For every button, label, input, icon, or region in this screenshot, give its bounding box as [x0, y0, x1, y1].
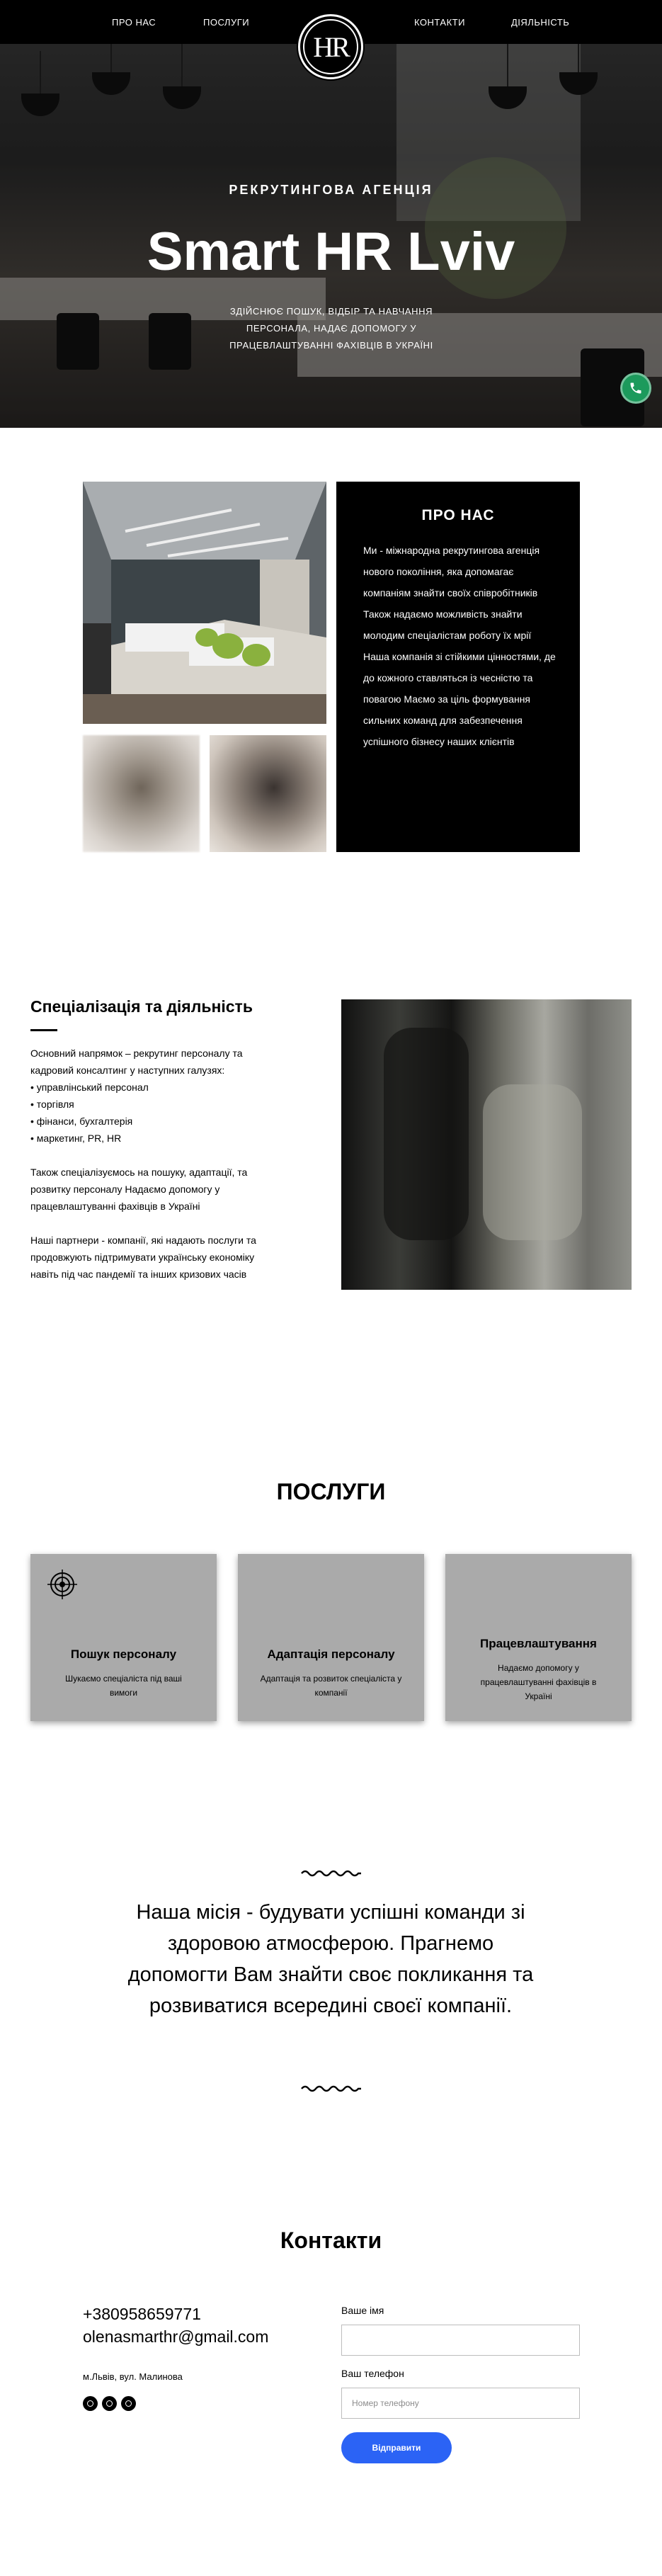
office-illustration [83, 482, 326, 724]
card-title: Працевлаштування [480, 1637, 597, 1650]
title-underline [30, 1029, 57, 1031]
hero-description: ЗДІЙСНЮЄ ПОШУК, ВІДБІР ТА НАВЧАННЯ ПЕРСОНАЛА, НАДАЄ ДОПОМОГУ У ПРАЦЕВЛАШТУВАННІ ФАХІВЦІВ В УКРАЇНІ [229, 306, 433, 351]
contacts-title: Контакти [280, 2228, 382, 2253]
office-photo [83, 482, 326, 724]
hero-section [0, 44, 662, 428]
blur-shape [384, 1028, 469, 1240]
specialization-intro: Основний напрямок – рекрутинг персоналу та кадровий консалтинг у наступних галузях: [30, 1048, 243, 1076]
blurred-photo-1 [83, 735, 200, 852]
phone-icon [629, 381, 643, 395]
specialization-list [30, 1079, 271, 1147]
service-card-adaptation[interactable] [238, 1554, 424, 1721]
target-icon [46, 1568, 79, 1601]
card-title: Пошук персоналу [70, 1647, 177, 1661]
contact-email[interactable]: olenasmarthr@gmail.com [83, 2327, 269, 2346]
card-text: Шукаємо спеціаліста під ваші вимоги [65, 1674, 182, 1698]
specialization-text [30, 1045, 271, 1283]
list-item: • торгівля [30, 1096, 271, 1113]
nav-services[interactable]: ПОСЛУГИ [203, 17, 250, 28]
viber-icon[interactable] [121, 2396, 136, 2411]
list-item: • маркетинг, PR, HR [30, 1130, 271, 1147]
about-section [336, 482, 580, 852]
instagram-icon[interactable] [83, 2396, 98, 2411]
services-title: ПОСЛУГИ [276, 1479, 386, 1504]
wave-divider-icon [301, 2084, 362, 2094]
blur-shape [483, 1084, 582, 1240]
nav-about[interactable]: ПРО НАС [112, 17, 156, 28]
telegram-icon[interactable] [102, 2396, 117, 2411]
service-card-employment[interactable] [445, 1554, 632, 1721]
card-title: Адаптація персоналу [267, 1647, 395, 1661]
nav-activity[interactable]: ДІЯЛЬНІСТЬ [511, 17, 570, 28]
mission-statement: Наша місія - будувати успішні команди зі здоровою атмосферою. Прагнемо допомогти Вам знайти своє покликання та розвиватися всередині своєї компанії. [127, 1901, 534, 2017]
specialization-paragraph: Наші партнери - компанії, які надають послуги та продовжують підтримувати українську економіку навіть під час пандемії та інших кризових часів [30, 1235, 256, 1280]
social-links [83, 2396, 136, 2411]
phone-field[interactable] [341, 2388, 580, 2419]
blurred-photo-2 [210, 735, 326, 852]
call-button[interactable] [620, 373, 651, 404]
contact-address: м.Львів, вул. Малинова [83, 2371, 183, 2382]
contact-phone[interactable]: +380958659771 [83, 2305, 201, 2323]
about-text: Ми - міжнародна рекрутингова агенція нового покоління, яка допомагає компаніям знайти своїх співробітників Також надаємо можливість знайти молодим спеціалістам роботу їх мрії Наша компанія зі стійкими цінностями, де до кожного ставляться із чесністю та повагою Маємо за ціль формування сильних команд для забезпечення успішного бізнесу наших клієнтів [363, 545, 556, 747]
wave-divider-icon [301, 1868, 362, 1878]
about-title: ПРО НАС [421, 507, 495, 523]
card-text: Адаптація та розвиток спеціаліста у компанії [260, 1674, 402, 1698]
blurred-office-photo [341, 999, 632, 1290]
logo-text: HR [303, 19, 358, 74]
phone-label: Ваш телефон [341, 2368, 404, 2379]
service-card-recruiting[interactable] [30, 1554, 217, 1721]
specialization-paragraph: Також спеціалізуємось на пошуку, адаптації, та розвитку персоналу Надаємо допомогу у працевлаштуванні фахівців в Україні [30, 1167, 248, 1212]
nav-contacts[interactable]: КОНТАКТИ [414, 17, 465, 28]
specialization-title: Спеціалізація та діяльність [30, 997, 253, 1016]
hero-subtitle: РЕКРУТИНГОВА АГЕНЦІЯ [229, 183, 433, 197]
logo[interactable] [298, 14, 363, 79]
list-item: • фінанси, бухгалтерія [30, 1113, 271, 1130]
name-field[interactable] [341, 2325, 580, 2356]
submit-button[interactable]: Відправити [341, 2432, 452, 2463]
hero-title: Smart HR Lviv [147, 222, 515, 282]
list-item: • управлінський персонал [30, 1079, 271, 1096]
card-text: Надаємо допомогу у працевлаштуванні фахівців в Україні [480, 1663, 597, 1701]
name-label: Ваше імя [341, 2305, 384, 2316]
